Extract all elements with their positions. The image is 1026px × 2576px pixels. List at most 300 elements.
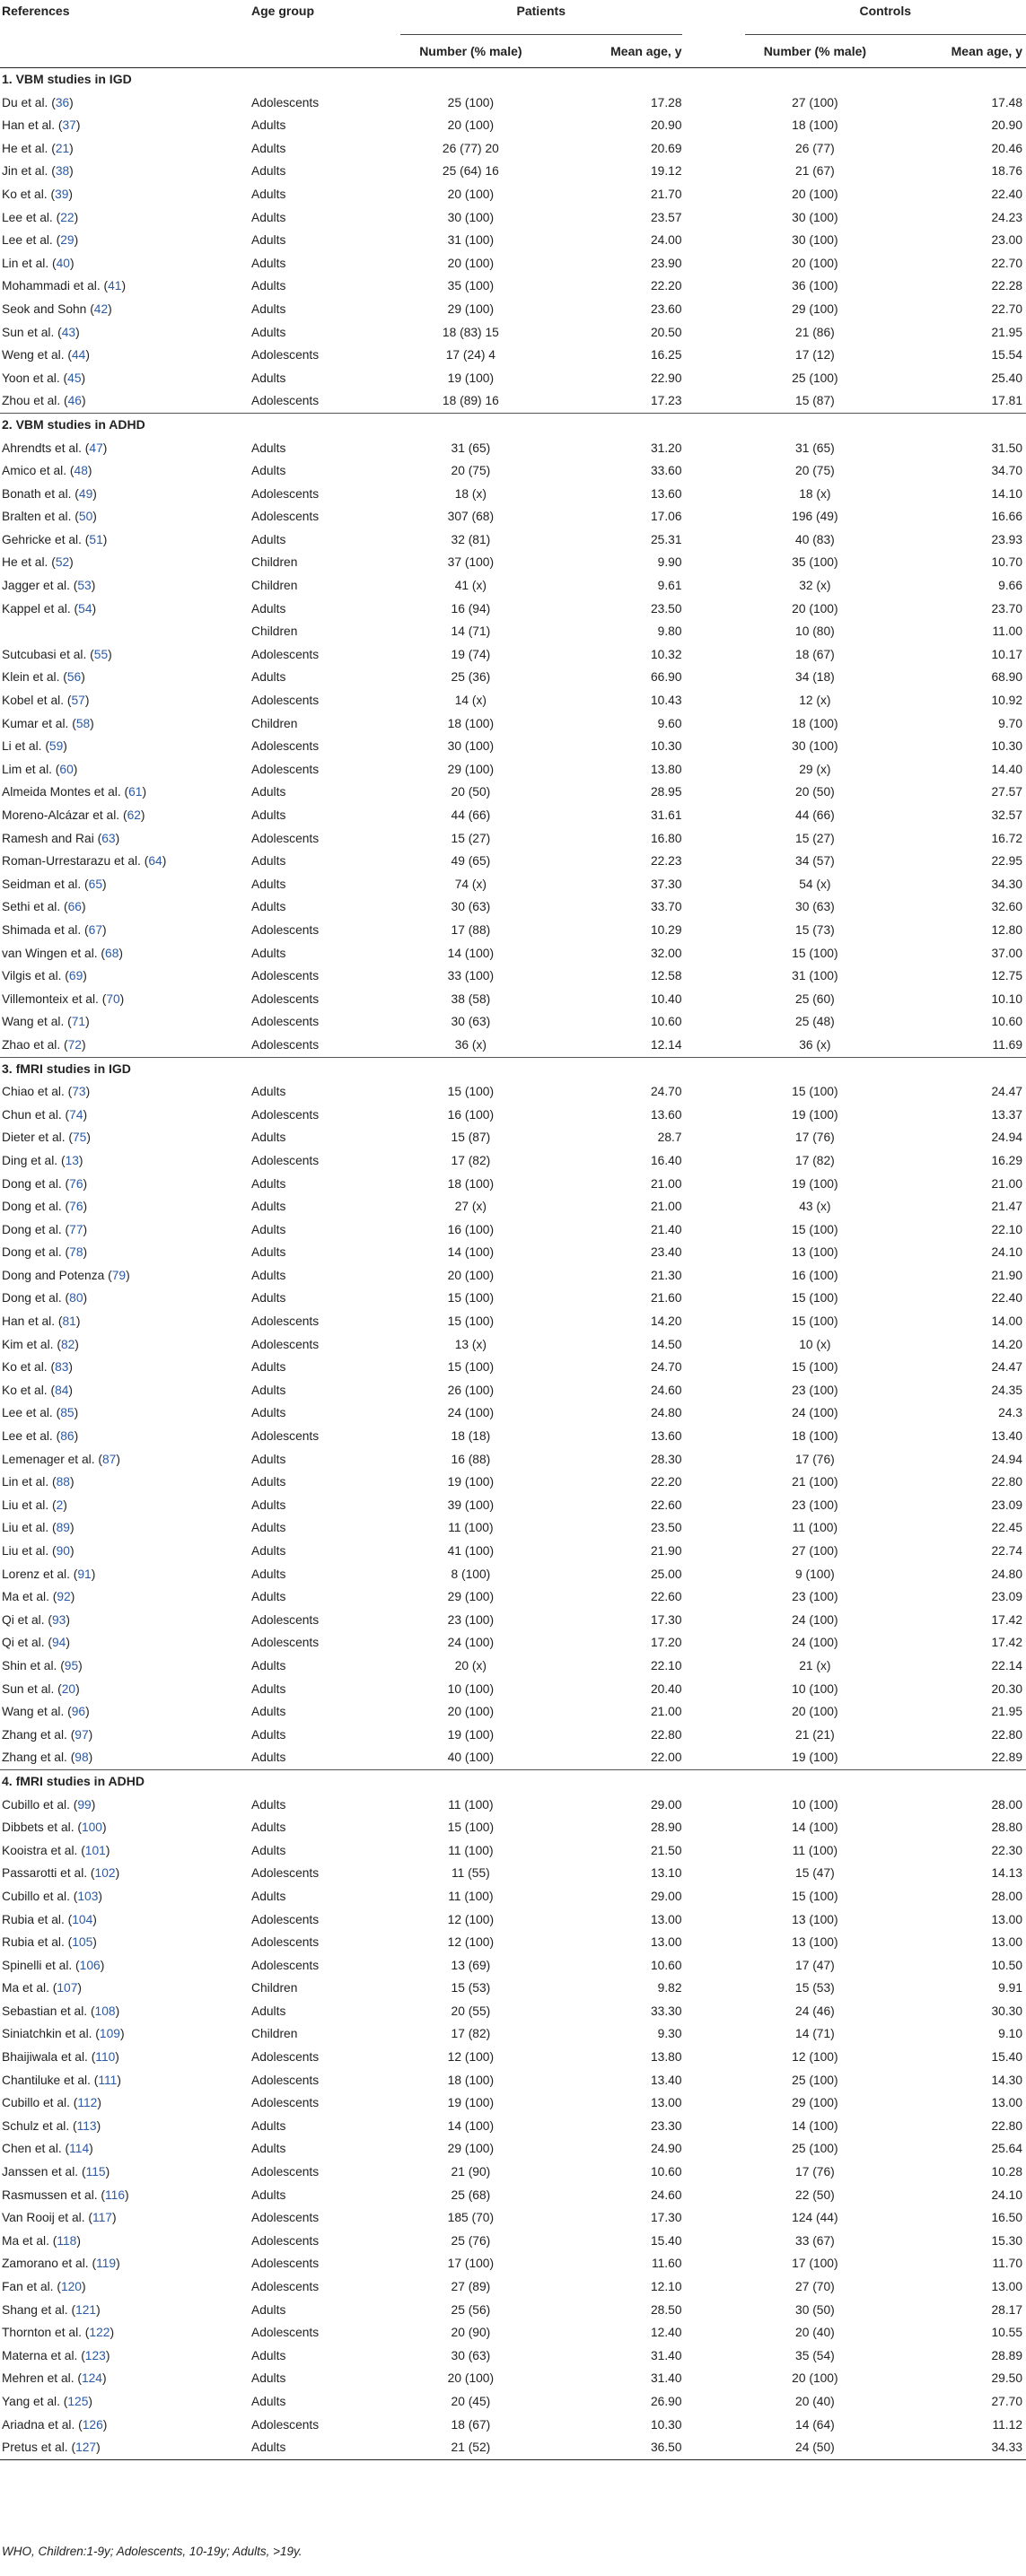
reference-citation-link[interactable]: 53: [77, 579, 92, 593]
table-row: [0, 2069, 1026, 2092]
table-row: [0, 1724, 1026, 1747]
controls-mean-age-cell: 22.70: [991, 256, 1022, 270]
patients-number-cell: 19 (100): [447, 2096, 495, 2110]
patients-mean-age-cell: 24.60: [650, 1383, 682, 1397]
reference-close-paren: ): [108, 647, 112, 661]
reference-author: Lemenager et al. (: [2, 1452, 102, 1466]
reference-citation-link[interactable]: 43: [61, 325, 76, 339]
reference-citation-link[interactable]: 84: [55, 1383, 69, 1397]
spacer-cell: [682, 1839, 745, 1863]
reference-citation-link[interactable]: 119: [96, 2257, 117, 2271]
patients-number-cell: 29 (100): [447, 301, 495, 316]
reference-citation-link[interactable]: 67: [88, 922, 102, 937]
reference-citation-link[interactable]: 88: [56, 1475, 70, 1489]
reference-author: Lin et al. (: [2, 256, 57, 270]
age-group-cell: Adults: [251, 256, 286, 270]
patients-mean-age-cell: 22.10: [650, 1658, 682, 1672]
spacer-cell: [682, 1126, 745, 1149]
patients-number-cell: 20 (45): [451, 2394, 491, 2408]
controls-mean-age-cell: 21.95: [991, 325, 1022, 339]
reference-citation-link[interactable]: 78: [69, 1245, 83, 1260]
controls-number-cell: 25 (100): [792, 2142, 838, 2156]
reference-citation-link[interactable]: 120: [60, 2280, 82, 2293]
controls-mean-age-cell: 34.33: [885, 2436, 1026, 2459]
reference-citation-link[interactable]: 107: [57, 1981, 78, 1995]
reference-citation-link[interactable]: 95: [64, 1658, 79, 1672]
patients-number-cell: 11 (100): [448, 1521, 494, 1535]
reference-citation-link[interactable]: 63: [101, 831, 116, 845]
table-row: [0, 1609, 1026, 1632]
controls-mean-age-cell: 21.47: [991, 1200, 1022, 1214]
controls-number-cell: 20 (100): [792, 187, 838, 201]
reference-citation-link[interactable]: 60: [59, 762, 74, 776]
patients-mean-age-cell: 9.80: [657, 624, 682, 639]
patients-mean-age-cell: 24.80: [650, 1406, 682, 1420]
patients-mean-age-cell: 21.50: [650, 1843, 682, 1857]
controls-number-cell: 24 (100): [792, 1636, 838, 1650]
spacer-cell: [682, 2299, 745, 2322]
reference-close-paren: ): [140, 808, 145, 822]
spacer-cell: [682, 781, 745, 804]
table-row: [0, 598, 1026, 621]
patients-mean-age-cell: 17.30: [650, 2211, 682, 2225]
patients-number-cell: 20 (100): [447, 118, 495, 133]
table-row: [0, 827, 1026, 851]
age-group-cell: Adults: [251, 141, 286, 155]
patients-mean-age-cell: 21.30: [650, 1268, 682, 1282]
controls-number-cell: 15 (47): [795, 1866, 835, 1881]
reference-citation-link[interactable]: 90: [56, 1544, 70, 1558]
reference-close-paren: ): [96, 2441, 101, 2455]
reference-close-paren: ): [83, 969, 87, 983]
patients-number-cell: 14 (100): [447, 946, 495, 960]
reference-citation-link[interactable]: 80: [69, 1291, 83, 1305]
reference-citation-link[interactable]: 59: [48, 739, 64, 754]
patients-mean-age-cell: 13.00: [650, 1935, 682, 1950]
age-group-cell: Adolescents: [251, 2280, 320, 2293]
age-group-cell: Adults: [251, 601, 286, 616]
patients-number-cell: 16 (100): [447, 1107, 495, 1122]
reference-citation-link[interactable]: 48: [74, 464, 88, 478]
reference-citation-link[interactable]: 85: [60, 1406, 75, 1420]
controls-mean-age-cell: 30.30: [991, 2004, 1022, 2018]
reference-author: Weng et al. (: [2, 348, 72, 362]
reference-cell: [0, 1839, 251, 1863]
reference-citation-link[interactable]: 124: [81, 2371, 102, 2386]
reference-close-paren: ): [88, 1727, 93, 1742]
reference-citation-link[interactable]: 109: [99, 2027, 120, 2041]
age-group-cell: Adults: [251, 441, 286, 455]
patients-number-cell: 19 (100): [447, 1727, 495, 1742]
reference-citation-link[interactable]: 86: [60, 1429, 75, 1444]
patients-mean-age-cell: 10.60: [650, 1015, 682, 1029]
reference-citation-link[interactable]: 105: [72, 1935, 93, 1950]
table-row: [0, 505, 1026, 528]
reference-citation-link[interactable]: 66: [67, 900, 82, 914]
reference-cell: [0, 1816, 251, 1839]
reference-author: Ding et al. (: [2, 1153, 66, 1167]
reference-close-paren: ): [102, 922, 107, 937]
age-group-cell: Adolescents: [251, 2417, 320, 2432]
reference-citation-link[interactable]: 76: [69, 1176, 83, 1191]
reference-author: Spinelli et al. (: [2, 1958, 80, 1972]
controls-mean-age-cell: 28.17: [991, 2302, 1022, 2317]
spacer-cell: [682, 2046, 745, 2069]
patients-mean-age-cell: 12.40: [650, 2326, 682, 2340]
patients-mean-age-cell: 25.00: [650, 1567, 682, 1581]
reference-citation-link[interactable]: 82: [60, 1337, 75, 1351]
reference-citation-link[interactable]: 87: [101, 1452, 117, 1466]
controls-number-cell: 17 (76): [795, 1452, 835, 1466]
reference-citation-link[interactable]: 51: [89, 532, 103, 546]
reference-cell: [0, 551, 251, 574]
reference-citation-link[interactable]: 54: [78, 601, 92, 616]
patients-mean-age-cell: 23.57: [650, 210, 682, 224]
table-row: [0, 1333, 1026, 1357]
reference-citation-link[interactable]: 55: [93, 647, 109, 661]
controls-mean-age-cell: 10.10: [991, 991, 1022, 1006]
controls-number-cell: 10 (100): [792, 1797, 838, 1812]
controls-number-cell: 24 (100): [792, 1406, 838, 1420]
table-row: [0, 895, 1026, 919]
age-group-cell: Adolescents: [251, 1015, 320, 1029]
reference-citation-link[interactable]: 98: [75, 1751, 89, 1765]
reference-author: Almeida Montes et al. (: [2, 785, 129, 799]
patients-number-cell: 23 (100): [447, 1612, 495, 1627]
reference-citation-link[interactable]: 47: [89, 441, 103, 455]
reference-close-paren: ): [75, 1337, 79, 1351]
reference-cell: [0, 367, 251, 390]
reference-cell: [0, 1631, 251, 1655]
patients-number-cell: 12 (100): [447, 2050, 495, 2065]
reference-citation-link[interactable]: 115: [85, 2165, 106, 2179]
reference-citation-link[interactable]: 44: [71, 348, 86, 362]
reference-citation-link[interactable]: 57: [71, 694, 85, 708]
reference-citation-link[interactable]: 76: [69, 1200, 83, 1214]
reference-citation-link[interactable]: 45: [67, 371, 82, 385]
patients-mean-age-cell: 66.90: [650, 670, 682, 685]
controls-number-cell: 23 (100): [792, 1383, 838, 1397]
controls-mean-age-cell: 22.80: [991, 1727, 1022, 1742]
controls-number-cell: 20 (40): [795, 2326, 835, 2340]
reference-citation-link[interactable]: 101: [84, 1843, 106, 1857]
reference-cell: [0, 2321, 251, 2345]
reference-citation-link[interactable]: 126: [82, 2417, 103, 2432]
reference-author: Amico et al. (: [2, 464, 75, 478]
age-group-cell: Adolescents: [251, 2326, 320, 2340]
patients-number-cell: 20 (90): [451, 2326, 491, 2340]
age-group-cell: Adults: [251, 877, 286, 891]
reference-citation-link[interactable]: 40: [56, 256, 70, 270]
reference-citation-link[interactable]: 77: [69, 1222, 83, 1236]
reference-author: Chun et al. (: [2, 1107, 70, 1122]
patients-mean-age-cell: 24.00: [650, 233, 682, 248]
controls-number-cell: 13 (100): [792, 1912, 838, 1926]
patients-number-cell: 25 (68): [451, 2187, 491, 2202]
reference-citation-link[interactable]: 89: [56, 1521, 70, 1535]
reference-cell: [0, 2000, 251, 2023]
controls-mean-age-cell: 37.00: [991, 946, 1022, 960]
spacer-cell: [682, 1908, 745, 1932]
patients-mean-age-cell: 13.60: [650, 1107, 682, 1122]
controls-number-cell: 21 (86): [795, 325, 835, 339]
reference-close-paren: ): [101, 1821, 107, 1835]
controls-number-cell: 33 (67): [795, 2233, 835, 2248]
patients-mean-age-cell: 13.80: [650, 762, 682, 776]
reference-citation-link[interactable]: 92: [57, 1590, 71, 1604]
patients-mean-age-cell: 13.60: [650, 486, 682, 501]
reference-citation-link[interactable]: 121: [75, 2302, 97, 2317]
table-row: [0, 275, 1026, 298]
spacer-cell: [682, 1333, 745, 1357]
reference-citation-link[interactable]: 104: [72, 1912, 93, 1926]
reference-citation-link[interactable]: 79: [111, 1268, 127, 1282]
controls-number-cell: 29 (100): [792, 301, 838, 316]
spacer-cell: [682, 92, 745, 115]
reference-cell: [0, 206, 251, 230]
patients-mean-age-cell: 22.20: [650, 279, 682, 293]
reference-author: Rasmussen et al. (: [2, 2187, 106, 2202]
age-group-cell: Adolescents: [251, 1636, 320, 1650]
controls-number-cell: 21 (x): [799, 1658, 831, 1672]
patients-mean-age-cell: 16.80: [650, 831, 682, 845]
table-row: [0, 965, 1026, 988]
reference-citation-link[interactable]: 75: [72, 1131, 87, 1145]
patients-mean-age-cell: 10.43: [650, 694, 682, 708]
reference-close-paren: ): [85, 348, 90, 362]
reference-citation-link[interactable]: 91: [77, 1567, 92, 1581]
reference-cell: [0, 712, 251, 736]
age-group-cell: Adults: [251, 1658, 286, 1672]
reference-citation-link[interactable]: 41: [108, 279, 122, 293]
controls-mean-age-cell: 23.00: [991, 233, 1022, 248]
table-row: [0, 1471, 1026, 1494]
reference-author: Jin et al. (: [2, 164, 56, 179]
reference-citation-link[interactable]: 99: [77, 1797, 92, 1812]
age-group-cell: Adolescents: [251, 647, 320, 661]
reference-citation-link[interactable]: 64: [148, 854, 162, 869]
reference-close-paren: ): [115, 831, 120, 845]
reference-citation-link[interactable]: 20: [61, 1681, 76, 1696]
reference-close-paren: ): [69, 555, 74, 570]
reference-citation-link[interactable]: 50: [78, 510, 93, 524]
reference-cell: [0, 1402, 251, 1425]
age-group-cell: Adults: [251, 325, 286, 339]
reference-citation-link[interactable]: 74: [69, 1107, 83, 1122]
age-group-cell: Adults: [251, 1176, 286, 1191]
spacer-cell: [682, 2230, 745, 2253]
controls-mean-age-cell: 32.60: [991, 900, 1022, 914]
reference-author: Du et al. (: [2, 95, 56, 109]
reference-citation-link[interactable]: 118: [57, 2233, 77, 2248]
reference-citation-link[interactable]: 93: [51, 1612, 66, 1627]
reference-citation-link[interactable]: 72: [67, 1037, 82, 1052]
patients-number-cell: 15 (100): [447, 1085, 495, 1099]
patients-mean-age-cell: 22.90: [650, 371, 682, 385]
table-row: [0, 2046, 1026, 2069]
reference-citation-link[interactable]: 112: [77, 2096, 98, 2110]
reference-citation-link[interactable]: 81: [62, 1314, 76, 1329]
controls-mean-age-cell: 11.69: [992, 1037, 1022, 1052]
reference-cell: [0, 758, 251, 782]
reference-citation-link[interactable]: 46: [67, 394, 82, 408]
controls-mean-age-cell: 24.35: [991, 1383, 1022, 1397]
reference-cell: [0, 2299, 251, 2322]
reference-citation-link[interactable]: 111: [98, 2073, 118, 2087]
table-row: [0, 2275, 1026, 2299]
reference-author: Cubillo et al. (: [2, 1797, 78, 1812]
reference-citation-link[interactable]: 117: [92, 2211, 112, 2225]
reference-close-paren: ): [83, 1291, 88, 1305]
controls-number-cell: 14 (71): [795, 2027, 835, 2041]
spacer-cell: [682, 137, 745, 161]
age-group-cell: Adults: [251, 1751, 286, 1765]
patients-mean-age-cell: 24.60: [650, 2187, 682, 2202]
reference-citation-link[interactable]: 103: [77, 1889, 99, 1903]
controls-mean-age-cell: 22.28: [991, 279, 1022, 293]
controls-mean-age-cell: 10.30: [991, 739, 1022, 754]
reference-citation-link[interactable]: 49: [78, 486, 93, 501]
table-row: [0, 389, 1026, 413]
patients-mean-age-cell: 21.00: [650, 1705, 682, 1719]
reference-author: Ramesh and Rai (: [2, 831, 102, 845]
patients-number-cell: 24 (100): [447, 1636, 495, 1650]
reference-citation-link[interactable]: 36: [55, 95, 70, 109]
patients-number-cell: 20 (100): [447, 1268, 495, 1282]
table-row: [0, 804, 1026, 827]
table-row: [0, 2345, 1026, 2368]
patients-mean-age-cell: 26.90: [650, 2394, 682, 2408]
reference-citation-link[interactable]: 62: [127, 808, 141, 822]
reference-citation-link[interactable]: 108: [94, 2004, 116, 2018]
reference-citation-link[interactable]: 113: [76, 2118, 97, 2133]
controls-mean-age-cell: 16.66: [991, 510, 1022, 524]
reference-citation-link[interactable]: 42: [93, 301, 109, 316]
table-row: [0, 1746, 1026, 1769]
age-group-cell: Adults: [251, 1245, 286, 1260]
table-row: [0, 1794, 1026, 1817]
reference-citation-link[interactable]: 96: [71, 1705, 86, 1719]
reference-citation-link[interactable]: 56: [66, 670, 82, 685]
age-group-cell: Adolescents: [251, 394, 320, 408]
reference-citation-link[interactable]: 13: [65, 1153, 79, 1167]
controls-number-cell: 17 (76): [795, 2165, 835, 2179]
patients-number-cell: 20 (100): [447, 2371, 495, 2386]
reference-cell: [0, 1494, 251, 1517]
controls-number-cell: 18 (x): [799, 486, 831, 501]
reference-author: Passarotti et al. (: [2, 1866, 95, 1881]
reference-cell: [0, 2345, 251, 2368]
col-age-group: Age group: [251, 4, 314, 18]
reference-citation-link[interactable]: 2: [56, 1498, 64, 1512]
spacer-cell: [682, 1724, 745, 1747]
spacer-cell: [682, 1609, 745, 1632]
reference-citation-link[interactable]: 22: [60, 210, 75, 224]
spacer-cell: [682, 1746, 745, 1769]
reference-citation-link[interactable]: 116: [105, 2187, 126, 2202]
reference-author: Chen et al. (: [2, 2142, 70, 2156]
controls-mean-age-cell: 68.90: [991, 670, 1022, 685]
table-row: [0, 367, 1026, 390]
reference-close-paren: ): [162, 854, 167, 869]
patients-mean-age-cell: 10.30: [650, 739, 682, 754]
controls-mean-age-cell: 10.55: [991, 2326, 1022, 2340]
reference-citation-link[interactable]: 122: [89, 2326, 110, 2340]
reference-close-paren: ): [90, 716, 94, 730]
controls-number-cell: 40 (83): [795, 532, 835, 546]
spacer-cell: [682, 895, 745, 919]
reference-citation-link[interactable]: 73: [72, 1085, 86, 1099]
spacer-cell: [682, 2069, 745, 2092]
spacer-cell: [682, 689, 745, 712]
reference-citation-link[interactable]: 110: [95, 2050, 116, 2065]
controls-mean-age-cell: 17.42: [991, 1612, 1022, 1627]
reference-citation-link[interactable]: 97: [75, 1727, 89, 1742]
controls-number-cell: 19 (100): [792, 1176, 838, 1191]
reference-close-paren: ): [69, 256, 75, 270]
spacer-cell: [682, 850, 745, 873]
spacer-cell: [682, 160, 745, 183]
reference-cell: [0, 1862, 251, 1885]
reference-citation-link[interactable]: 29: [60, 233, 75, 248]
reference-citation-link[interactable]: 125: [67, 2394, 89, 2408]
spacer-cell: [682, 1241, 745, 1264]
reference-citation-link[interactable]: 114: [69, 2142, 90, 2156]
reference-citation-link[interactable]: 71: [71, 1015, 86, 1029]
reference-citation-link[interactable]: 58: [75, 716, 91, 730]
reference-citation-link[interactable]: 100: [81, 1821, 102, 1835]
reference-citation-link[interactable]: 37: [62, 118, 76, 133]
age-group-cell: Adults: [251, 2118, 286, 2133]
reference-citation-link[interactable]: 39: [55, 187, 69, 201]
reference-close-paren: ): [83, 1107, 88, 1122]
reference-author: Li et al. (: [2, 739, 49, 754]
reference-citation-link[interactable]: 102: [94, 1866, 116, 1881]
reference-citation-link[interactable]: 83: [55, 1360, 69, 1375]
controls-mean-age-cell: 28.00: [991, 1889, 1022, 1903]
reference-citation-link[interactable]: 65: [88, 877, 102, 891]
section-title: 3. fMRI studies in IGD: [0, 1057, 1026, 1080]
controls-mean-age-cell: 14.10: [991, 486, 1022, 501]
reference-citation-link[interactable]: 70: [106, 991, 120, 1006]
reference-author: Schulz et al. (: [2, 2118, 77, 2133]
age-group-cell: Adults: [251, 785, 286, 799]
spacer-cell: [682, 459, 745, 483]
reference-close-paren: ): [83, 1176, 88, 1191]
patients-number-cell: 27 (x): [454, 1200, 487, 1214]
reference-cell: [0, 1310, 251, 1333]
age-group-cell: Adolescents: [251, 348, 320, 362]
reference-citation-link[interactable]: 38: [55, 164, 70, 179]
age-group-cell: Adults: [251, 1383, 286, 1397]
controls-number-cell: 15 (87): [795, 394, 835, 408]
reference-citation-link[interactable]: 52: [55, 555, 70, 570]
reference-citation-link[interactable]: 127: [75, 2441, 97, 2455]
reference-cell: [0, 2367, 251, 2390]
reference-citation-link[interactable]: 94: [51, 1636, 66, 1650]
reference-citation-link[interactable]: 69: [68, 969, 83, 983]
reference-author: Ahrendts et al. (: [2, 441, 90, 455]
reference-citation-link[interactable]: 106: [79, 1958, 101, 1972]
controls-mean-age-cell: 13.00: [991, 2096, 1022, 2110]
controls-number-cell: 12 (100): [792, 2050, 838, 2065]
table-row: [0, 1885, 1026, 1908]
patients-number-cell: 17 (100): [447, 2257, 495, 2271]
reference-citation-link[interactable]: 61: [128, 785, 143, 799]
reference-citation-link[interactable]: 68: [105, 946, 119, 960]
reference-citation-link[interactable]: 123: [84, 2348, 106, 2362]
reference-citation-link[interactable]: 21: [55, 141, 70, 155]
